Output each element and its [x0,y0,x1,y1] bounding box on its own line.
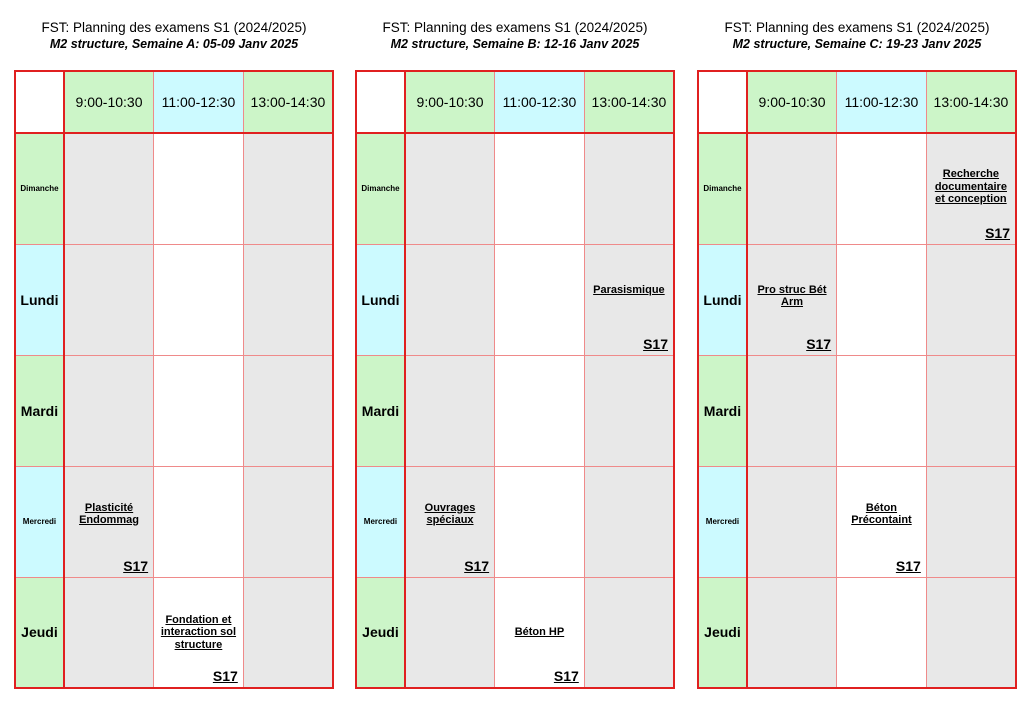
exam-block [929,134,1013,244]
cell-mardi-slot1 [405,355,495,466]
cell-mardi-slot1 [747,355,837,466]
week-a-title: FST: Planning des examens S1 (2024/2025) [41,20,307,35]
day-label-mardi: Mardi [15,355,64,466]
exam-name: Recherche documentaire et conception [934,168,1007,205]
day-label-jeudi: Jeudi [356,577,405,688]
cell-dimanche-slot2 [154,133,244,244]
week-a-schedule [14,0,334,724]
day-label-mercredi: Mercredi [356,466,405,577]
exam-room: S17 [643,335,668,352]
day-label-dimanche: Dimanche [356,133,405,244]
cell-jeudi-slot3 [243,577,333,688]
cell-lundi-slot1 [64,244,154,355]
day-label-jeudi: Jeudi [698,577,747,688]
day-label-lundi: Lundi [356,244,405,355]
cell-mercredi-slot2 [837,466,927,577]
exam-room: S17 [985,224,1010,241]
exam-name: Béton HP [514,626,565,638]
day-label-lundi: Lundi [15,244,64,355]
slot-header-1: 9:00-10:30 [405,71,495,133]
cell-dimanche-slot3 [926,133,1016,244]
cell-jeudi-slot1 [747,577,837,688]
exam-name: Parasismique [593,283,665,296]
exam-room: S17 [212,668,238,684]
slot-header-2: 11:00-12:30 [495,71,585,133]
exam-block [497,578,582,688]
exam-block [408,467,492,577]
cell-mercredi-slot2 [495,466,585,577]
slot-header-1: 9:00-10:30 [64,71,154,133]
cell-mardi-slot2 [154,355,244,466]
week-a-subtitle: M2 structure, Semaine A: 05-09 Janv 2025 [49,37,299,51]
exam-name: Béton Précontaint [851,501,912,526]
cell-mardi-slot3 [584,355,674,466]
cell-mercredi-slot3 [926,466,1016,577]
day-label-lundi: Lundi [698,244,747,355]
cell-dimanche-slot3 [243,133,333,244]
exam-name: Plasticité Endommag [79,501,139,526]
cell-mercredi-slot1 [405,466,495,577]
cell-jeudi-slot2 [837,577,927,688]
cell-dimanche-slot3 [584,133,674,244]
slot-header-2: 11:00-12:30 [154,71,244,133]
day-label-dimanche: Dimanche [15,133,64,244]
cell-jeudi-slot2 [495,577,585,688]
cell-lundi-slot2 [837,244,927,355]
cell-lundi-slot1 [747,244,837,355]
cell-mardi-slot3 [243,355,333,466]
cell-dimanche-slot2 [837,133,927,244]
cell-lundi-slot3 [243,244,333,355]
cell-lundi-slot3 [926,244,1016,355]
cell-lundi-slot2 [154,244,244,355]
week-b-title: FST: Planning des examens S1 (2024/2025) [382,20,648,35]
cell-jeudi-slot3 [926,577,1016,688]
week-b-schedule [355,0,675,724]
exam-room: S17 [123,557,149,574]
slot-header-2: 11:00-12:30 [837,71,927,133]
corner-cell [698,71,747,133]
day-label-dimanche: Dimanche [698,133,747,244]
week-c-subtitle: M2 structure, Semaine C: 19-23 Janv 2025 [732,37,982,51]
slot-header-3: 13:00-14:30 [584,71,674,133]
cell-mercredi-slot1 [747,466,837,577]
exam-room: S17 [553,668,579,684]
cell-dimanche-slot1 [64,133,154,244]
corner-cell [356,71,405,133]
week-b-header [345,20,685,52]
cell-dimanche-slot2 [495,133,585,244]
cell-mardi-slot3 [926,355,1016,466]
slot-header-3: 13:00-14:30 [243,71,333,133]
exam-block [750,245,834,355]
week-c-schedule [697,0,1017,724]
cell-mercredi-slot3 [243,466,333,577]
cell-mercredi-slot3 [584,466,674,577]
cell-mercredi-slot1 [64,466,154,577]
exam-room: S17 [464,557,490,574]
exam-block [156,578,241,688]
exam-block [587,245,671,355]
exam-name: Ouvrages spéciaux [424,501,476,526]
exam-room: S17 [895,557,921,574]
cell-mardi-slot2 [495,355,585,466]
cell-lundi-slot1 [405,244,495,355]
day-label-jeudi: Jeudi [15,577,64,688]
cell-mardi-slot1 [64,355,154,466]
cell-mercredi-slot2 [154,466,244,577]
day-label-mardi: Mardi [698,355,747,466]
week-a-grid [14,70,334,689]
exam-block [839,467,924,577]
week-c-title: FST: Planning des examens S1 (2024/2025) [724,20,990,35]
cell-jeudi-slot1 [405,577,495,688]
day-label-mercredi: Mercredi [698,466,747,577]
exam-block [67,467,151,577]
week-c-header [687,20,1024,52]
corner-cell [15,71,64,133]
exam-room: S17 [806,335,832,352]
week-a-header [4,20,344,52]
week-c-grid [697,70,1017,689]
exam-name: Pro struc Bét Arm [757,283,827,308]
day-label-mercredi: Mercredi [15,466,64,577]
week-b-grid [355,70,675,689]
week-b-subtitle: M2 structure, Semaine B: 12-16 Janv 2025 [390,37,640,51]
cell-lundi-slot3 [584,244,674,355]
cell-dimanche-slot1 [747,133,837,244]
exam-name: Fondation et interaction sol structure [160,613,237,651]
cell-jeudi-slot3 [584,577,674,688]
cell-lundi-slot2 [495,244,585,355]
cell-dimanche-slot1 [405,133,495,244]
cell-jeudi-slot2 [154,577,244,688]
day-label-mardi: Mardi [356,355,405,466]
slot-header-1: 9:00-10:30 [747,71,837,133]
cell-jeudi-slot1 [64,577,154,688]
cell-mardi-slot2 [837,355,927,466]
slot-header-3: 13:00-14:30 [926,71,1016,133]
